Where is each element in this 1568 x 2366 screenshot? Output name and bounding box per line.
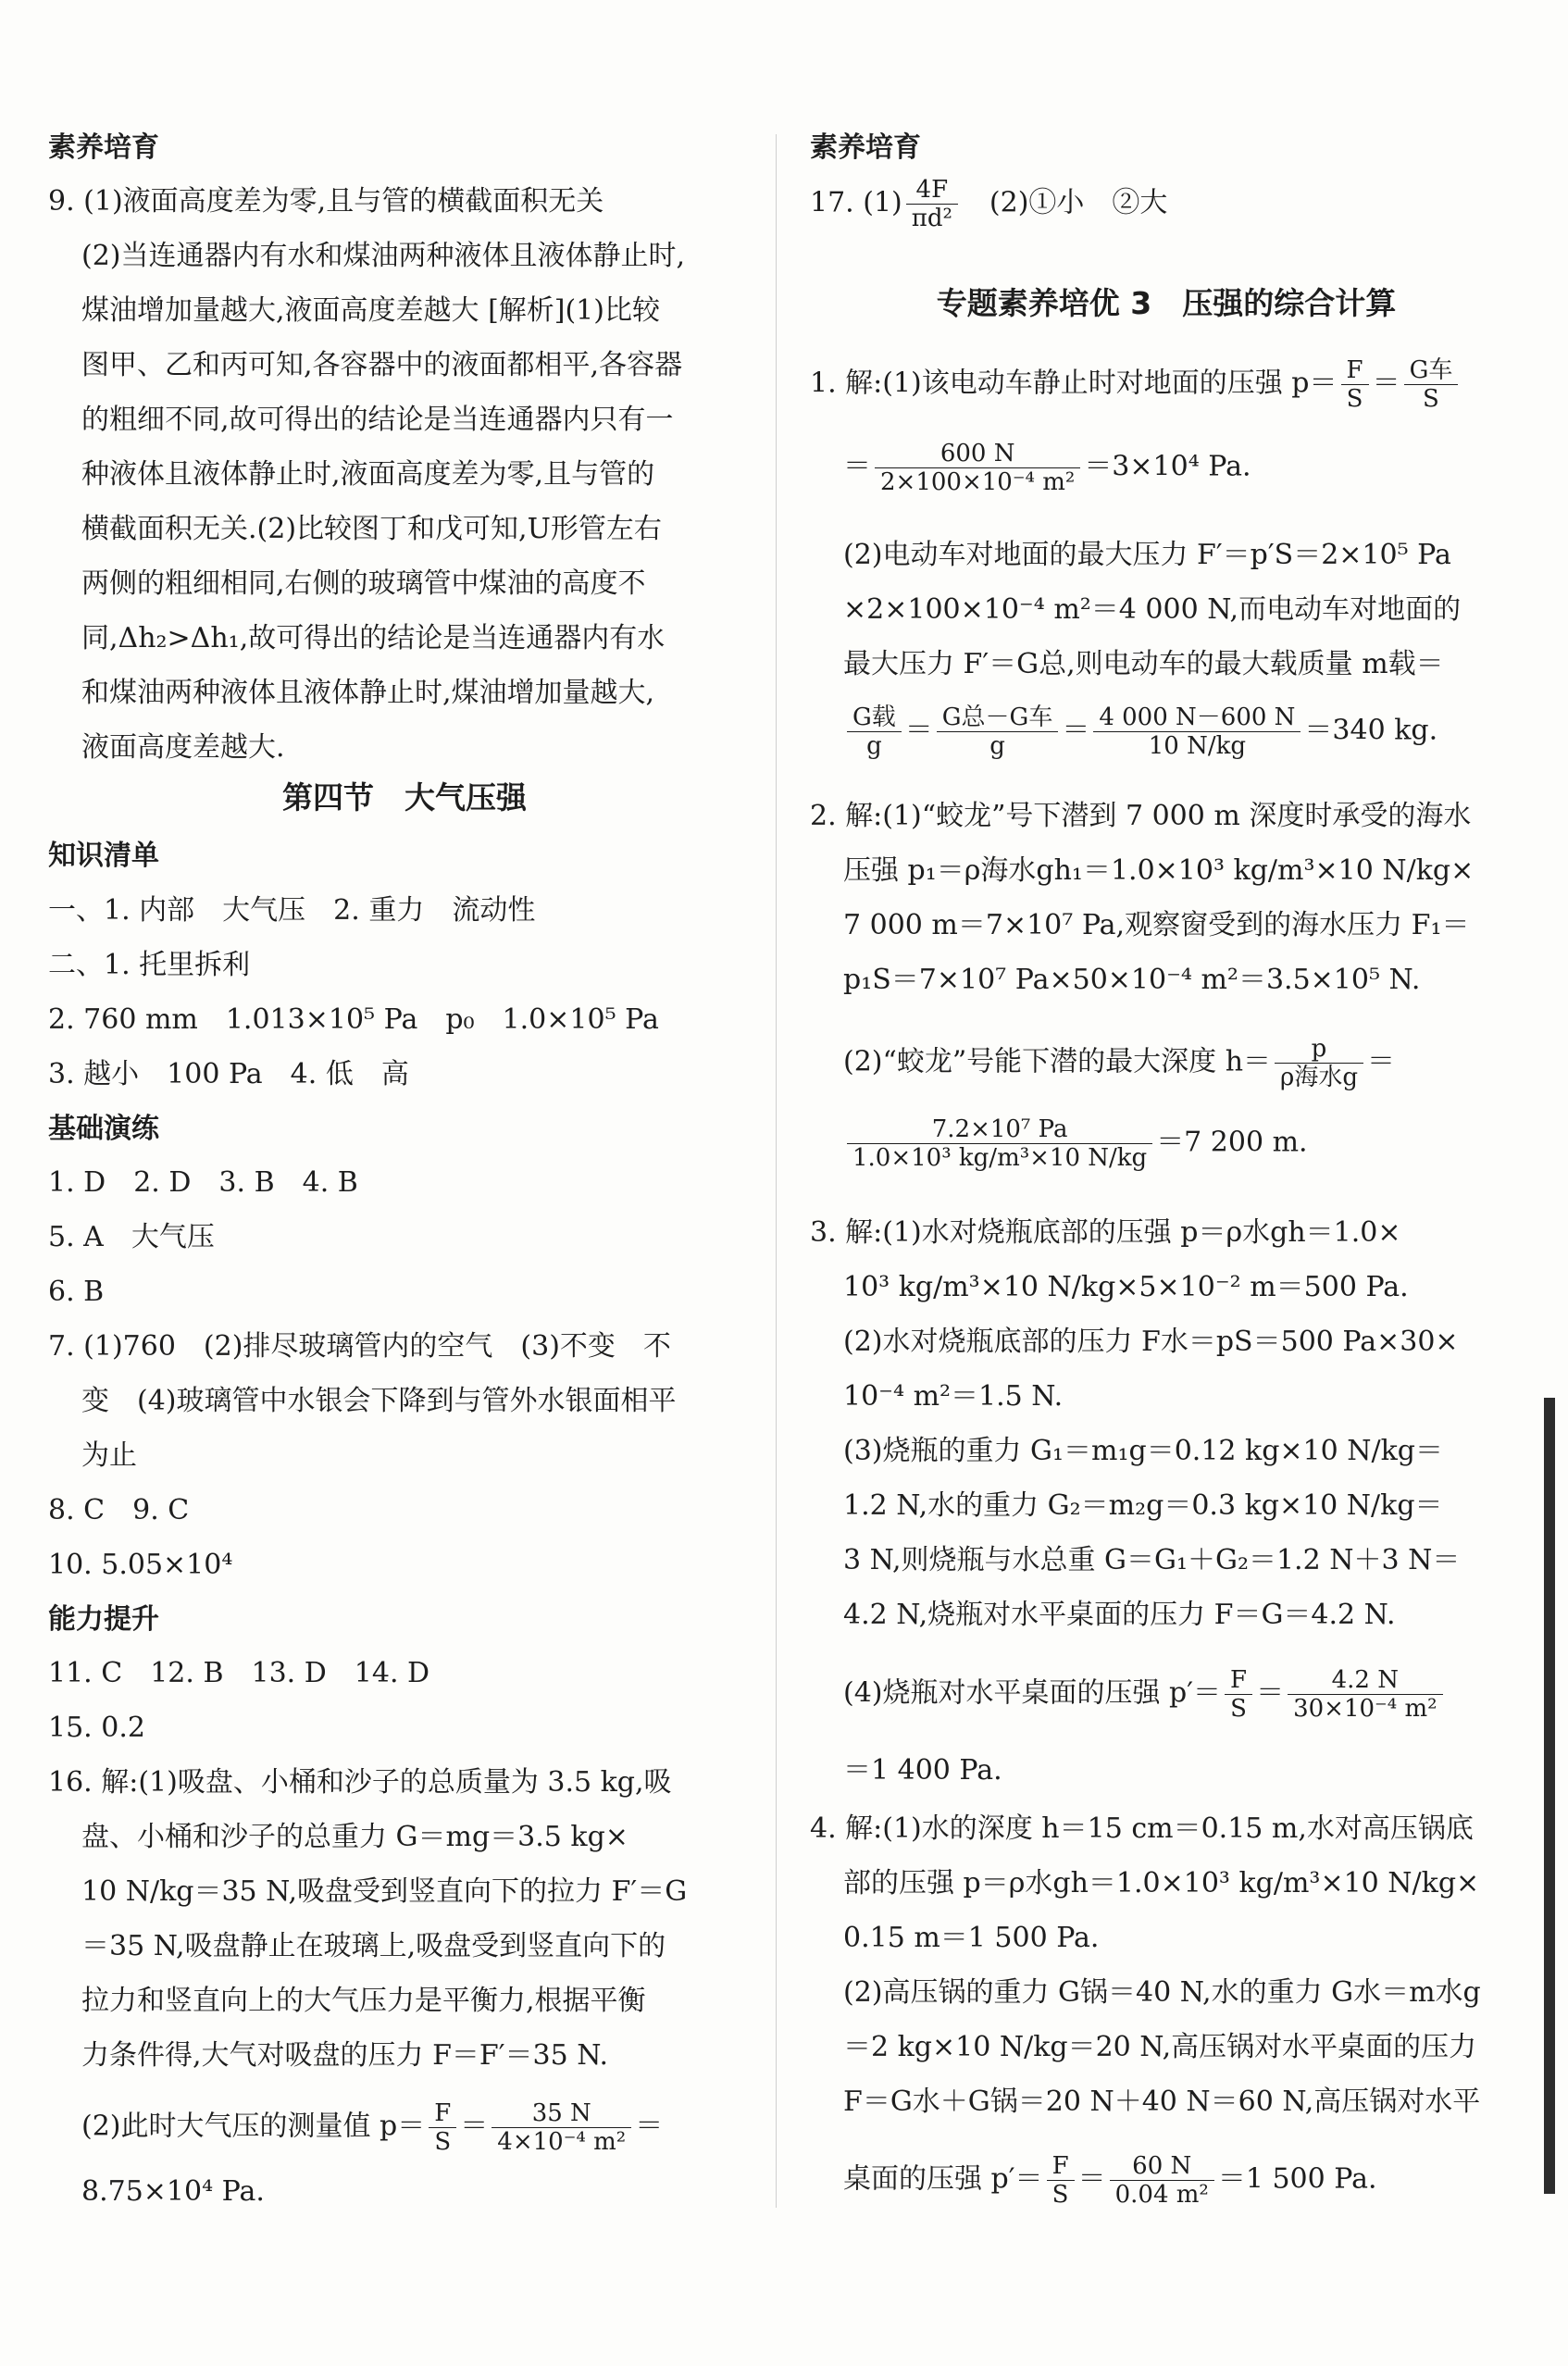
fraction: G车 S bbox=[1404, 356, 1459, 413]
answer-16-result: 8.75×10⁴ Pa. bbox=[81, 2175, 265, 2208]
answer-4-result: 桌面的压强 p′＝ $\frac{F}{S}$ ＝ $\frac{60 N}{\text{0.04 m²}}$ ＝1 500 Pa. bbox=[843, 2152, 1377, 2209]
basic-answers: 1. D 2. D 3. B 4. B 5. A 大气压 6. B 7. (1)760 (2)排尽玻璃管内的空气 (3)不变 不 变 (4)玻璃管中水银会下降到与管外水银面相平 为止 8. C 9. C 10. 5.05×10⁴ bbox=[48, 1166, 677, 1581]
fraction: $\frac{4 000 N-600 N}{10 N/kg}$ bbox=[1093, 704, 1300, 760]
fraction: $\frac{\text{7.2×10⁷ Pa}}{\text{1.0×10³ kg/m³×10 N/kg}}$ bbox=[847, 1115, 1152, 1172]
section-title: 第四节 大气压强 bbox=[282, 779, 527, 816]
fraction: $\frac{35 N}{\text{4×10⁻⁴ m²}}$ bbox=[492, 2099, 631, 2156]
topic-title: 专题素养培优 3 压强的综合计算 bbox=[936, 285, 1397, 321]
answer-1-result: G载 g ＝ G总－G车 g ＝ $\frac{4 000 N-600 N}{10 N/kg}$ ＝340 kg. bbox=[810, 704, 1556, 760]
answer-3: 3. 解:(1)水对烧瓶底部的压强 p＝ρ水gh＝1.0× 10³ kg/m³×10 N/kg×5×10⁻² m＝500 Pa. (2)水对烧瓶底部的压力 F水＝pS＝500 Pa×30× 10⁻⁴ m²＝1.5 N. (3)烧瓶的重力 G₁＝m₁g＝0.12 kg×10 N/kg＝ 1.2 N,水的重力 G₂＝m₂g＝0.3 kg×10 N/kg＝ 3 N,则烧瓶与水总重 G＝G₁＋G₂＝1.2 N＋3 N＝ 4.2 N,烧瓶对水平桌面的压力 F＝G＝4.2 N. bbox=[810, 1216, 1461, 1631]
answer-4: 4. 解:(1)水的深度 h＝15 cm＝0.15 m,水对高压锅底 部的压强 p＝ρ水gh＝1.0×10³ kg/m³×10 N/kg× 0.15 m＝1 500 Pa. (2)高压锅的重力 G锅＝40 N,水的重力 G水＝m水g ＝2 kg×10 N/kg＝20 N,高压锅对水平桌面的压力 F＝G水＋G锅＝20 N＋40 N＝60 N,高压锅对水平 bbox=[810, 1812, 1481, 2118]
fraction: $\frac{4.2 N}{\text{30×10⁻⁴ m²}}$ bbox=[1288, 1666, 1442, 1723]
heading-jichu: 基础演练 bbox=[48, 1113, 159, 1145]
answer-16-part2: (2)此时大气压的测量值 p＝ $\frac{F}{S}$ ＝ $\frac{35 N}{\text{4×10⁻⁴ m²}}$ ＝ bbox=[81, 2099, 664, 2156]
fraction: $\frac{F}{S}$ bbox=[1341, 356, 1369, 413]
answer-2-part2: (2)“蛟龙”号能下潜的最大深度 h＝ p ρ海水g ＝ bbox=[843, 1035, 1395, 1091]
heading-nengli: 能力提升 bbox=[48, 1603, 159, 1636]
answer-17: 17. (1) $\frac{4F}{\text{πd²}}$ (2)①小 ②大 bbox=[810, 176, 1168, 232]
answer-9: 9. (1)液面高度差为零,且与管的横截面积无关 (2)当连通器内有水和煤油两种液体且液体静止时, 煤油增加量越大,液面高度差越大 [解析](1)比较 图甲、乙和丙可知,各容器中的液面都相平,各容器 的粗细不同,故可得出的结论是当连通器内只有一 种液体且液体静止时,液面高度差为零,且与管的 横截面积无关.(2)比较图丁和戊可知,U形管左右 两侧的粗细相同,右侧的玻璃管中煤油的高度不 同,Δh₂>Δh₁,故可得出的结论是当连通器内有水 和煤油两种液体且液体静止时,煤油增加量越大, 液面高度差越大. bbox=[48, 185, 686, 764]
column-divider bbox=[776, 134, 777, 2208]
fraction: $\frac{F}{S}$ bbox=[429, 2099, 456, 2156]
fraction: $\frac{4F}{\text{πd²}}$ bbox=[906, 176, 958, 232]
ability-answers: 11. C 12. B 13. D 14. D 15. 0.2 16. 解:(1)吸盘、小桶和沙子的总质量为 3.5 kg,吸 盘、小桶和沙子的总重力 G＝mg＝3.5 kg× 10 N/kg＝35 N,吸盘受到竖直向下的拉力 F′＝G ＝35 N,吸盘静止在玻璃上,吸盘受到竖直向下的 拉力和竖直向上的大气压力是平衡力,根据平衡 力条件得,大气对吸盘的压力 F＝F′＝35 N. bbox=[48, 1657, 688, 2072]
answer-2-result: $\frac{\text{7.2×10⁷ Pa}}{\text{1.0×10³ kg/m³×10 N/kg}}$ ＝7 200 m. bbox=[810, 1115, 1523, 1172]
fraction: p ρ海水g bbox=[1275, 1035, 1363, 1091]
answer-3-part4: (4)烧瓶对水平桌面的压强 p′＝ $\frac{F}{S}$ ＝ $\frac{4.2 N}{\text{30×10⁻⁴ m²}}$ bbox=[810, 1666, 1556, 1723]
fraction: $\frac{60 N}{\text{0.04 m²}}$ bbox=[1110, 2152, 1214, 2209]
heading-zhishi: 知识清单 bbox=[48, 840, 159, 872]
fraction: $\frac{600 N}{\text{2×100×10⁻⁴ m²}}$ bbox=[875, 440, 1080, 496]
answer-2: 2. 解:(1)“蛟龙”号下潜到 7 000 m 深度时承受的海水 压强 p₁＝ρ海水gh₁＝1.0×10³ kg/m³×10 N/kg× 7 000 m＝7×10⁷ Pa,观察窗受到的海水压力 F₁＝ p₁S＝7×10⁷ Pa×50×10⁻⁴ m²＝3.5×10⁵ N. bbox=[810, 800, 1475, 996]
answer-3-result: ＝1 400 Pa. bbox=[843, 1754, 1002, 1787]
page-edge-shadow bbox=[1544, 1398, 1555, 2194]
answer-1-line2: ＝ $\frac{600 N}{\text{2×100×10⁻⁴ m²}}$ ＝3×10⁴ Pa. bbox=[843, 440, 1251, 496]
fraction: $\frac{F}{S}$ bbox=[1225, 1666, 1252, 1723]
knowledge-list: 一、1. 内部 大气压 2. 重力 流动性 二、1. 托里拆利 2. 760 mm 1.013×10⁵ Pa p₀ 1.0×10⁵ Pa 3. 越小 100 Pa 4. 低 高 bbox=[48, 894, 659, 1090]
fraction: G总－G车 g bbox=[937, 704, 1059, 760]
heading-suyang-right: 素养培育 bbox=[810, 131, 921, 164]
fraction: $\frac{F}{S}$ bbox=[1047, 2152, 1075, 2209]
answer-1-line1: 1. 解:(1)该电动车静止时对地面的压强 p＝ $\frac{F}{S}$ ＝ G车 S bbox=[810, 356, 1523, 413]
fraction: G载 g bbox=[847, 704, 902, 760]
heading-suyang-left: 素养培育 bbox=[48, 131, 159, 164]
answer-1-part2: (2)电动车对地面的最大压力 F′＝p′S＝2×10⁵ Pa ×2×100×10⁻⁴ m²＝4 000 N,而电动车对地面的 最大压力 F′＝G总,则电动车的最大载质量 m载＝ bbox=[843, 539, 1462, 680]
